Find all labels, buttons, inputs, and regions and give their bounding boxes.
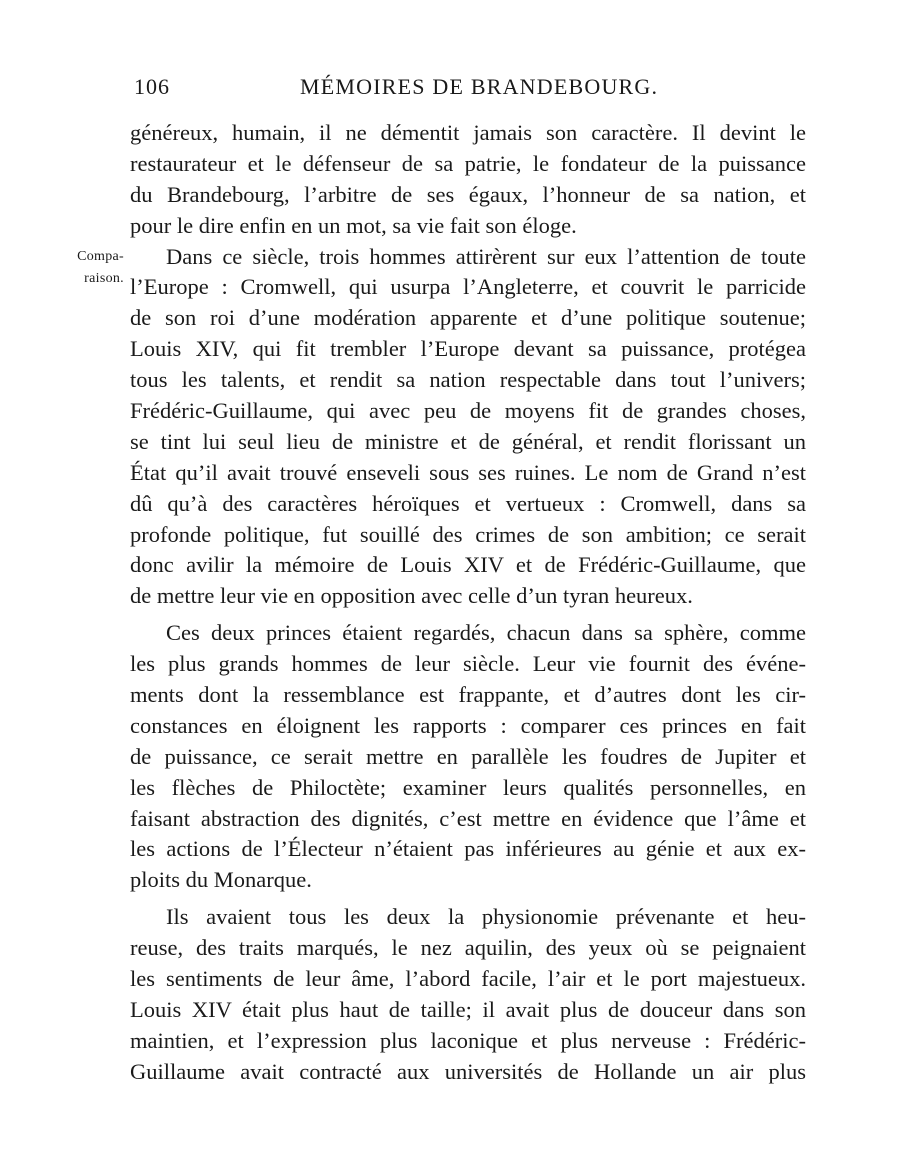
text-line: de mettre leur vie en opposition avec celle d’un tyran heureux.	[130, 583, 693, 609]
text-line: Louis XIV était plus haut de taille; il avait plus de douceur dans son	[130, 996, 806, 1022]
text-line: Dans ce siècle, trois hommes attirèrent sur eux l’attention de toute	[166, 243, 806, 269]
text-line: dû qu’à des caractères héroïques et vertueux : Cromwell, dans sa	[130, 490, 806, 516]
text-line: profonde politique, fut souillé des crimes de son ambition; ce serait	[130, 521, 806, 547]
text-line: les plus grands hommes de leur siècle. Leur vie fournit des événe-	[130, 651, 806, 677]
text-line: généreux, humain, il ne démentit jamais son caractère. Il devint le	[130, 120, 806, 145]
text-line: de puissance, ce serait mettre en parallèle les foudres de Jupiter et	[130, 743, 806, 769]
text-line: les actions de l’Électeur n’étaient pas inférieures au génie et aux ex-	[130, 836, 806, 862]
text-line: se tint lui seul lieu de ministre et de général, et rendit florissant un	[130, 428, 806, 454]
text-line: les sentiments de leur âme, l’abord facile, l’air et le port majestueux.	[130, 966, 806, 992]
text-line: Guillaume avait contracté aux universités de Hollande un air plus	[130, 1058, 806, 1084]
margin-note-line: raison.	[84, 271, 124, 286]
text-line: constances en éloignent les rapports : comparer ces princes en fait	[130, 712, 806, 738]
text-line: les flèches de Philoctète; examiner leurs qualités personnelles, en	[130, 774, 806, 800]
text-line: tous les talents, et rendit sa nation respectable dans tout l’univers;	[130, 367, 806, 393]
text-line: ments dont la ressemblance est frappante, et d’autres dont les cir-	[130, 682, 806, 708]
paragraph	[130, 242, 806, 613]
text-line: donc avilir la mémoire de Louis XIV et de Frédéric-Guillaume, que	[130, 552, 806, 578]
text-line: de son roi d’une modération apparente et d’une politique soutenue;	[130, 305, 806, 331]
text-line: du Brandebourg, l’arbitre de ses égaux, l’honneur de sa nation, et	[130, 181, 806, 207]
margin-note-line: Compa-	[77, 249, 124, 264]
text-line: restaurateur et le défenseur de sa patrie, le fondateur de la puissance	[130, 150, 806, 176]
paragraph	[130, 618, 806, 896]
text-line: faisant abstraction des dignités, c’est mettre en évidence que l’âme et	[130, 805, 806, 831]
text-line: maintien, et l’expression plus laconique et plus nerveuse : Frédéric-	[130, 1027, 806, 1053]
body-text	[130, 118, 806, 1088]
running-head	[134, 74, 806, 108]
text-line: État qu’il avait trouvé enseveli sous ses ruines. Le nom de Grand n’est	[130, 459, 806, 485]
text-line: reuse, des traits marqués, le nez aquilin, des yeux où se peignaient	[130, 935, 806, 961]
text-line: pour le dire enfin en un mot, sa vie fait son éloge.	[130, 212, 577, 238]
page-number: 106	[134, 74, 170, 99]
margin-note	[62, 246, 124, 290]
text-line: l’Europe : Cromwell, qui usurpa l’Angleterre, et couvrit le parricide	[130, 274, 806, 300]
text-line: Louis XIV, qui fit trembler l’Europe devant sa puissance, protégea	[130, 336, 806, 362]
paragraph	[130, 118, 806, 242]
running-head-title: MÉMOIRES DE BRANDEBOURG.	[300, 74, 659, 99]
text-line: Ces deux princes étaient regardés, chacun dans sa sphère, comme	[166, 620, 806, 646]
text-line: Ils avaient tous les deux la physionomie prévenante et heu-	[166, 904, 806, 930]
text-line: Frédéric-Guillaume, qui avec peu de moyens fit de grandes choses,	[130, 398, 806, 424]
paragraph	[130, 902, 806, 1087]
text-line: ploits du Monarque.	[130, 867, 312, 893]
